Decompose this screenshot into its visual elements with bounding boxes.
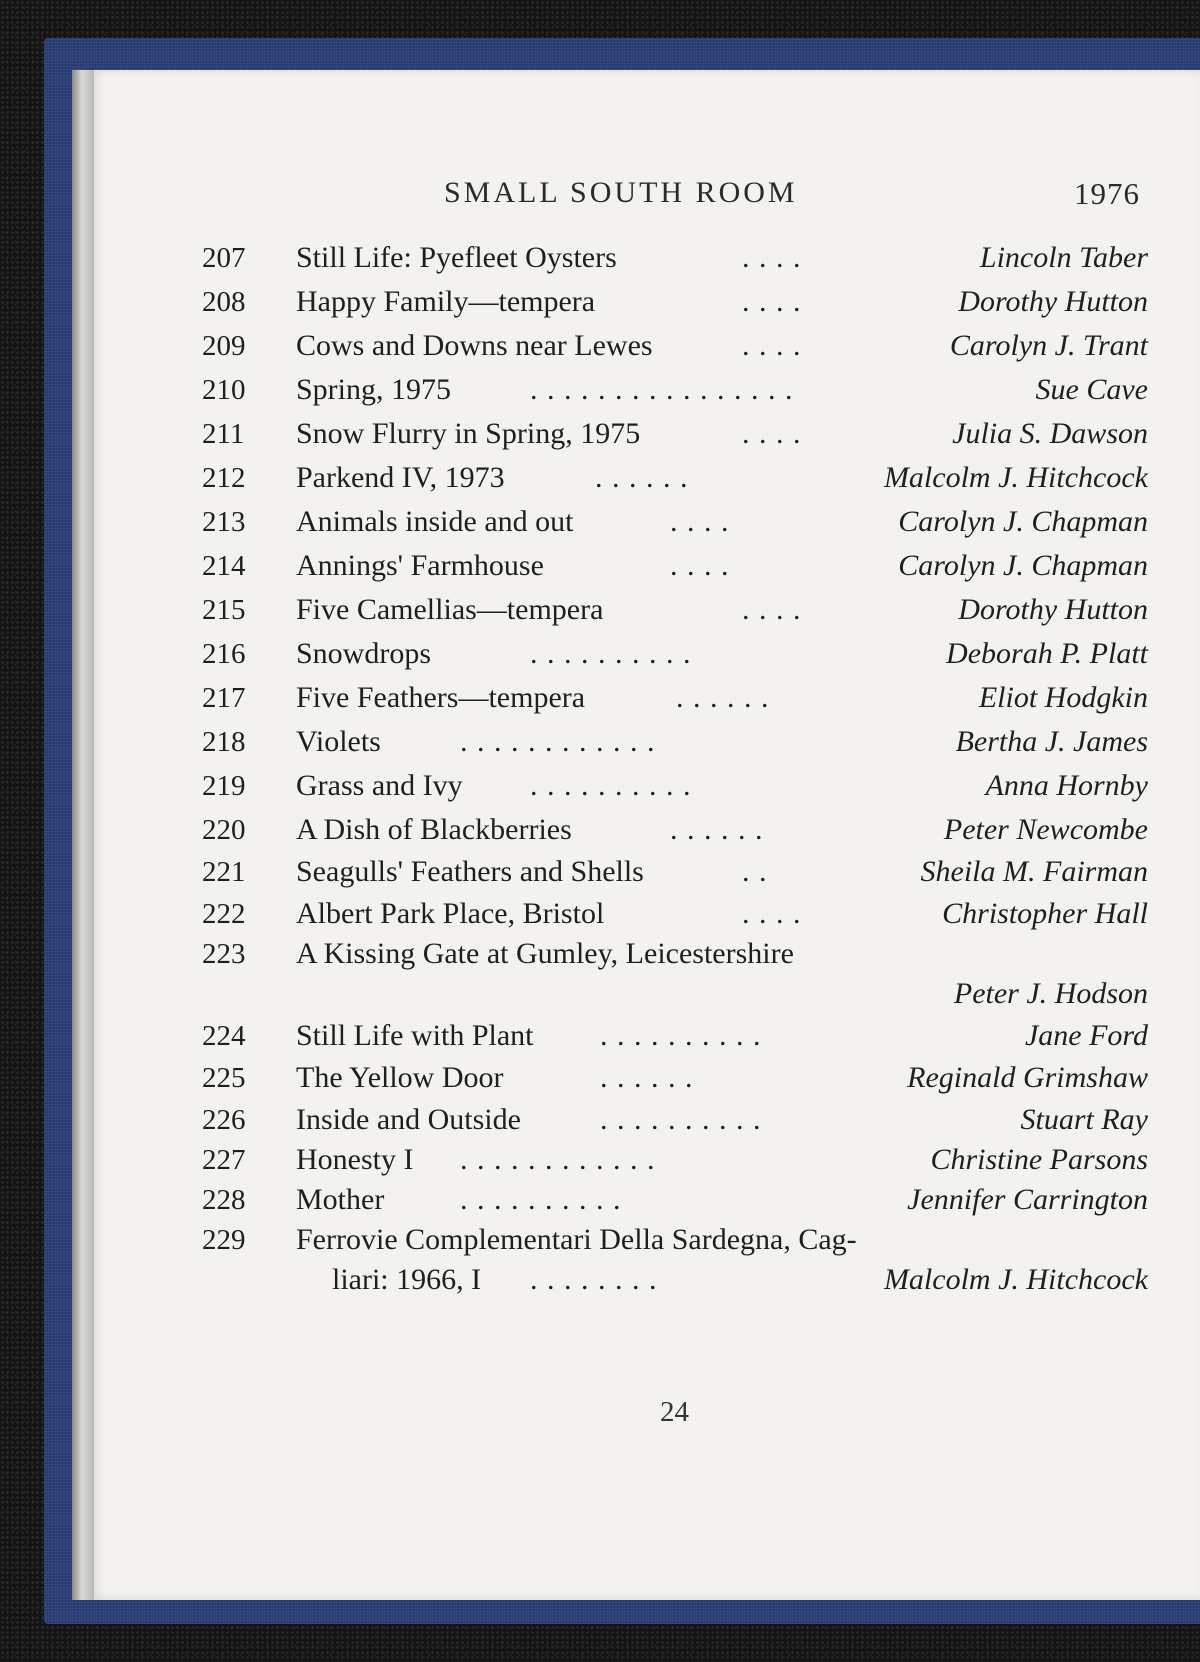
dot-leaders: . . . . . . . . . . (460, 1183, 622, 1216)
entry-number: 217 (202, 682, 246, 714)
dot-leaders: . . . . . . . . . . (600, 1019, 762, 1052)
dot-leaders: . . . . (742, 417, 802, 450)
artist-name: Bertha J. James (955, 725, 1148, 758)
entry-number: 209 (202, 330, 246, 362)
artist-name: Deborah P. Platt (946, 637, 1148, 670)
entry-number: 208 (202, 286, 246, 318)
entry-title: Snowdrops (296, 637, 432, 670)
entry-title: The Yellow Door (296, 1061, 504, 1094)
artist-name: Sheila M. Fairman (920, 855, 1148, 888)
catalogue-entry (0, 764, 1200, 808)
artist-name: Peter J. Hodson (953, 977, 1148, 1010)
dot-leaders: . . . . . . (670, 813, 764, 846)
entry-number: 214 (202, 550, 246, 582)
artist-name: Malcolm J. Hitchcock (883, 1263, 1148, 1296)
artist-name: Anna Hornby (985, 769, 1148, 802)
entry-title: Snow Flurry in Spring, 1975 (296, 417, 641, 450)
catalogue-entry (0, 412, 1200, 456)
entry-title: Mother (296, 1183, 385, 1216)
catalogue-entry (0, 972, 1200, 1016)
catalogue-entry (0, 1178, 1200, 1222)
artist-name: Carolyn J. Trant (949, 329, 1148, 362)
entry-number: 227 (202, 1144, 246, 1176)
entry-number: 207 (202, 242, 246, 274)
entry-number: 216 (202, 638, 246, 670)
catalogue-entry (0, 456, 1200, 500)
entry-title: Spring, 1975 (296, 373, 452, 406)
entry-number: 228 (202, 1184, 246, 1216)
entry-title: Five Camellias—tempera (296, 593, 604, 626)
artist-name: Dorothy Hutton (958, 285, 1148, 318)
dot-leaders: . . . . (670, 505, 730, 538)
catalogue-entry (0, 808, 1200, 852)
entry-title: Albert Park Place, Bristol (296, 897, 605, 930)
catalogue-entry (0, 932, 1200, 976)
entry-number: 222 (202, 898, 246, 930)
catalogue-entry (0, 1014, 1200, 1058)
entry-title: Five Feathers—tempera (296, 681, 586, 714)
catalogue-entry (0, 324, 1200, 368)
entry-title: Animals inside and out (296, 505, 574, 538)
entry-number: 224 (202, 1020, 246, 1052)
artist-name: Lincoln Taber (979, 241, 1148, 274)
catalogue-entry (0, 280, 1200, 324)
entry-number: 223 (202, 938, 246, 970)
entry-number: 211 (202, 418, 245, 450)
entry-number: 229 (202, 1224, 246, 1256)
dot-leaders: . . . . . . . . (530, 1263, 658, 1296)
entry-number: 210 (202, 374, 246, 406)
artist-name: Carolyn J. Chapman (898, 505, 1148, 538)
entry-number: 215 (202, 594, 246, 626)
catalogue-entry (0, 720, 1200, 764)
entry-number: 226 (202, 1104, 246, 1136)
artist-name: Jennifer Carrington (907, 1183, 1148, 1216)
catalogue-entry (0, 676, 1200, 720)
entry-number: 221 (202, 856, 246, 888)
entry-title: liari: 1966, I (332, 1263, 482, 1296)
catalogue-entry (0, 544, 1200, 588)
dot-leaders: . . . . . . . . . . (530, 637, 692, 670)
artist-name: Peter Newcombe (943, 813, 1148, 846)
dot-leaders: . . . . (670, 549, 730, 582)
entry-title: Still Life with Plant (296, 1019, 534, 1052)
catalogue-entry (0, 368, 1200, 412)
entry-title: Parkend IV, 1973 (296, 461, 505, 494)
entry-number: 218 (202, 726, 246, 758)
entry-title: Ferrovie Complementari Della Sardegna, Cag- (296, 1223, 857, 1256)
artist-name: Stuart Ray (1020, 1103, 1148, 1136)
dot-leaders: . . . . . . (600, 1061, 694, 1094)
catalogue-entry (0, 588, 1200, 632)
artist-name: Sue Cave (1035, 373, 1148, 406)
entry-title: Grass and Ivy (296, 769, 463, 802)
dot-leaders: . . . . . . (676, 681, 770, 714)
page-number: 24 (660, 1396, 689, 1428)
catalogue-entry (0, 236, 1200, 280)
dot-leaders: . . . . . . . . . . . . . . . . (530, 373, 794, 406)
dot-leaders: . . . . (742, 897, 802, 930)
room-title: SMALL SOUTH ROOM (444, 176, 798, 209)
catalogue-entry (0, 1098, 1200, 1142)
entry-title: Annings' Farmhouse (296, 549, 544, 582)
artist-name: Jane Ford (1024, 1019, 1148, 1052)
dot-leaders: . . . . (742, 593, 802, 626)
catalogue-entry (0, 1056, 1200, 1100)
entry-number: 213 (202, 506, 246, 538)
entry-number: 225 (202, 1062, 246, 1094)
catalogue-entry (0, 1218, 1200, 1262)
dot-leaders: . . . . (742, 285, 802, 318)
entry-title: Cows and Downs near Lewes (296, 329, 653, 362)
entry-title: A Dish of Blackberries (296, 813, 572, 846)
dot-leaders: . . . . . . . . . . (600, 1103, 762, 1136)
entry-number: 212 (202, 462, 246, 494)
artist-name: Eliot Hodgkin (978, 681, 1148, 714)
dot-leaders: . . . . . . . . . . . . (460, 1143, 656, 1176)
catalogue-entry (0, 1258, 1200, 1302)
entry-title: A Kissing Gate at Gumley, Leicestershire (296, 937, 794, 970)
dot-leaders: . . . . . . . . . . . . (460, 725, 656, 758)
catalogue-entry (0, 500, 1200, 544)
entry-title: Violets (296, 725, 381, 758)
dot-leaders: . . . . . . . . . . (530, 769, 692, 802)
catalogue-entry (0, 1138, 1200, 1182)
dot-leaders: . . . . (742, 329, 802, 362)
entry-title: Seagulls' Feathers and Shells (296, 855, 644, 888)
entry-number: 219 (202, 770, 246, 802)
dot-leaders: . . . . . . (595, 461, 689, 494)
artist-name: Carolyn J. Chapman (898, 549, 1148, 582)
entry-title: Still Life: Pyefleet Oysters (296, 241, 617, 274)
exhibition-year: 1976 (1074, 176, 1140, 211)
dot-leaders: . . (742, 855, 768, 888)
artist-name: Christopher Hall (942, 897, 1148, 930)
catalogue-entry (0, 892, 1200, 936)
artist-name: Malcolm J. Hitchcock (883, 461, 1148, 494)
dot-leaders: . . . . (742, 241, 802, 274)
entry-title: Honesty I (296, 1143, 414, 1176)
catalogue-entry (0, 850, 1200, 894)
artist-name: Dorothy Hutton (958, 593, 1148, 626)
artist-name: Julia S. Dawson (952, 417, 1148, 450)
entry-title: Happy Family—tempera (296, 285, 596, 318)
artist-name: Reginald Grimshaw (907, 1061, 1148, 1094)
entry-title: Inside and Outside (296, 1103, 521, 1136)
catalogue-entry (0, 632, 1200, 676)
artist-name: Christine Parsons (930, 1143, 1148, 1176)
entry-number: 220 (202, 814, 246, 846)
